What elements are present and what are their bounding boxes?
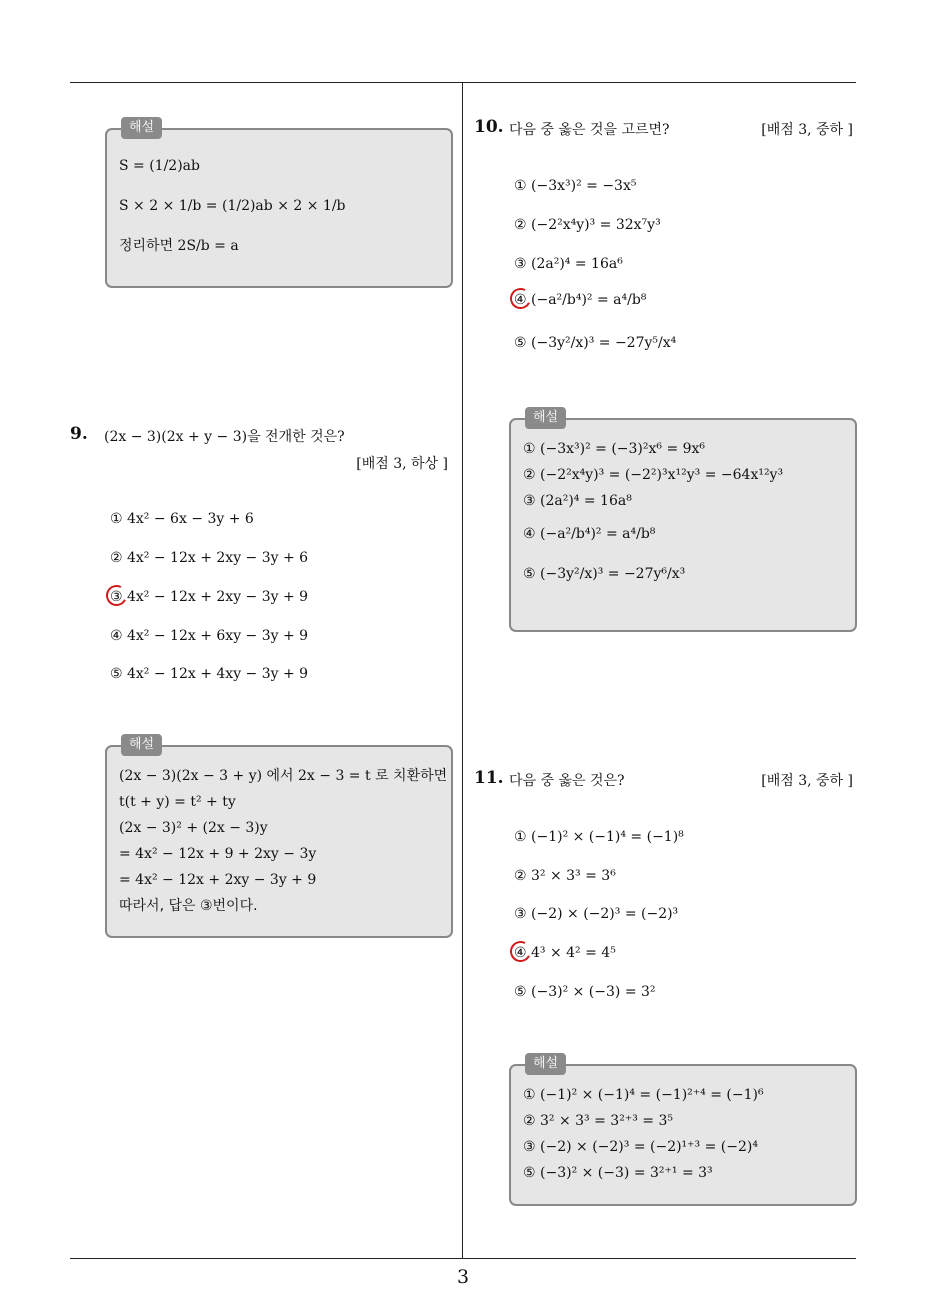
column-divider bbox=[462, 82, 463, 1258]
solution-line: ② (−2²x⁴y)³ = (−2²)³x¹²y³ = −64x¹²y³ bbox=[523, 467, 784, 483]
option-5[interactable]: ⑤ (−3)² × (−3) = 3² bbox=[514, 984, 656, 1000]
question-number: 9. bbox=[70, 424, 88, 444]
solution-line: = 4x² − 12x + 2xy − 3y + 9 bbox=[119, 872, 317, 888]
solution-line: ② 3² × 3³ = 3²⁺³ = 3⁵ bbox=[523, 1113, 673, 1129]
question-text: 다음 중 옳은 것을 고르면? bbox=[509, 122, 670, 138]
solution-line: ④ (−a²/b⁴)² = a⁴/b⁸ bbox=[523, 526, 656, 542]
solution-line: ③ (−2) × (−2)³ = (−2)¹⁺³ = (−2)⁴ bbox=[523, 1139, 758, 1155]
option-1[interactable]: ① (−1)² × (−1)⁴ = (−1)⁸ bbox=[514, 829, 684, 845]
solution-line: 정리하면 2S/b = a bbox=[119, 238, 239, 254]
footer-rule bbox=[70, 1258, 856, 1259]
solution-box-q10 bbox=[509, 410, 857, 632]
solution-line: S = (1/2)ab bbox=[119, 158, 200, 174]
question-score: [배점 3, 중하 ] bbox=[761, 773, 853, 789]
solution-tag: 해설 bbox=[525, 1053, 566, 1075]
solution-tag: 해설 bbox=[525, 407, 566, 429]
option-2[interactable]: ② 4x² − 12x + 2xy − 3y + 6 bbox=[110, 550, 309, 566]
solution-line: = 4x² − 12x + 9 + 2xy − 3y bbox=[119, 846, 317, 862]
solution-line: ③ (2a²)⁴ = 16a⁸ bbox=[523, 493, 632, 509]
option-5[interactable]: ⑤ 4x² − 12x + 4xy − 3y + 9 bbox=[110, 666, 309, 682]
question-score: [배점 3, 하상 ] bbox=[356, 456, 448, 472]
option-4[interactable]: ④ 4x² − 12x + 6xy − 3y + 9 bbox=[110, 628, 309, 644]
solution-tag: 해설 bbox=[121, 734, 162, 756]
solution-line: t(t + y) = t² + ty bbox=[119, 794, 236, 810]
option-4[interactable]: ④ (−a²/b⁴)² = a⁴/b⁸ bbox=[514, 292, 647, 308]
question-text: (2x − 3)(2x + y − 3)을 전개한 것은? bbox=[104, 429, 345, 445]
option-3[interactable]: ③ 4x² − 12x + 2xy − 3y + 9 bbox=[110, 589, 309, 605]
question-score: [배점 3, 중하 ] bbox=[761, 122, 853, 138]
option-2[interactable]: ② 3² × 3³ = 3⁶ bbox=[514, 868, 616, 884]
option-4[interactable]: ④ 4³ × 4² = 4⁵ bbox=[514, 945, 616, 961]
solution-box-q9 bbox=[105, 737, 453, 938]
solution-line: ① (−3x³)² = (−3)²x⁶ = 9x⁶ bbox=[523, 441, 706, 457]
solution-line: (2x − 3)² + (2x − 3)y bbox=[119, 820, 268, 836]
solution-line: ① (−1)² × (−1)⁴ = (−1)²⁺⁴ = (−1)⁶ bbox=[523, 1087, 764, 1103]
option-2[interactable]: ② (−2²x⁴y)³ = 32x⁷y³ bbox=[514, 217, 661, 233]
option-3[interactable]: ③ (−2) × (−2)³ = (−2)³ bbox=[514, 906, 679, 922]
option-1[interactable]: ① (−3x³)² = −3x⁵ bbox=[514, 178, 637, 194]
solution-line: S × 2 × 1/b = (1/2)ab × 2 × 1/b bbox=[119, 198, 346, 214]
solution-line: 따라서, 답은 ③번이다. bbox=[119, 898, 258, 914]
option-1[interactable]: ① 4x² − 6x − 3y + 6 bbox=[110, 511, 254, 527]
solution-box-q11 bbox=[509, 1056, 857, 1206]
solution-line: (2x − 3)(2x − 3 + y) 에서 2x − 3 = t 로 치환하면 bbox=[119, 768, 448, 784]
question-text: 다음 중 옳은 것은? bbox=[509, 773, 625, 789]
solution-box-top bbox=[105, 120, 453, 288]
solution-line: ⑤ (−3)² × (−3) = 3²⁺¹ = 3³ bbox=[523, 1165, 713, 1181]
question-number: 10. bbox=[474, 117, 504, 137]
question-number: 11. bbox=[474, 768, 504, 788]
option-5[interactable]: ⑤ (−3y²/x)³ = −27y⁵/x⁴ bbox=[514, 335, 677, 351]
page-number: 3 bbox=[456, 1266, 470, 1288]
solution-tag: 해설 bbox=[121, 117, 162, 139]
option-3[interactable]: ③ (2a²)⁴ = 16a⁶ bbox=[514, 256, 623, 272]
solution-line: ⑤ (−3y²/x)³ = −27y⁶/x³ bbox=[523, 566, 686, 582]
header-rule bbox=[70, 82, 856, 83]
